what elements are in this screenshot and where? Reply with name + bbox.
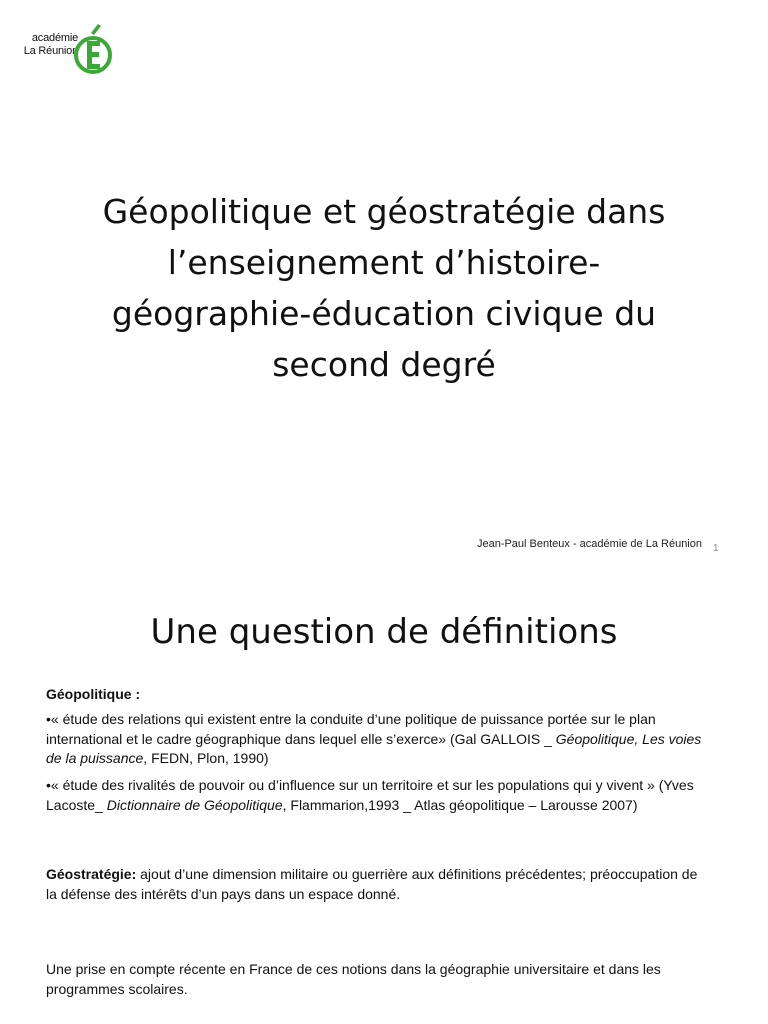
page-number: 1 [713, 543, 719, 554]
definitions-slide [0, 576, 768, 1024]
definition-source-tail: , FEDN, Plon, 1990) [143, 750, 269, 766]
definition-item [46, 710, 712, 769]
bullet-icon: • [46, 777, 51, 793]
logo-e-icon [73, 20, 113, 78]
recent-note: Une prise en compte récente en France de ces notions dans la géographie universitaire et dans les programmes scolaires. [46, 961, 661, 997]
slide-title-line: l’enseignement d’histoire- [167, 243, 601, 282]
definition-text: « étude des relations qui existent entre la conduite d’une politique de puissance portée sur le plan international et le cadre géographique dans lequel elle s’exerce» (Gal GALLOIS _ [46, 711, 656, 747]
definition-source-title: Géopolitique, Les voies de la puissance [46, 730, 702, 766]
definition-source-tail: , Flammarion,1993 _ Atlas géopolitique – Larousse 2007) [282, 796, 638, 813]
geostrategie-definition [46, 865, 712, 904]
slide-title-line: géographie-éducation civique du [111, 294, 657, 333]
logo-wordmark [24, 32, 78, 58]
term-colon: : [131, 686, 141, 702]
slide-title-line: Géopolitique et géostratégie dans [102, 192, 666, 231]
academie-logo [18, 12, 118, 78]
slide-footer-author: Jean-Paul Benteux - académie de La Réunion [476, 538, 702, 550]
geostrategie-text: ajout d’une dimension militaire ou guerrière aux définitions précédentes; préoccupation de la défense des intérêts d’un pays dans un espace donné. [46, 866, 698, 902]
bullet-icon: • [46, 711, 51, 727]
geopolitique-label [46, 685, 712, 705]
definition-item [46, 776, 712, 815]
logo-line-1: académie [31, 32, 78, 44]
slide-title-line: second degré [272, 345, 496, 384]
definition-text: « étude des rivalités de pouvoir ou d’influence sur un territoire et sur les populations qui y vivent » (Yves Lacoste_ [46, 777, 694, 813]
slide-title [60, 186, 708, 390]
slide-heading: Une question de définitions [150, 612, 618, 652]
definition-source-title: Dictionnaire de Géopolitique [106, 796, 283, 813]
term-geostrategie: Géostratégie: [46, 866, 137, 882]
term-geopolitique: Géopolitique [46, 686, 132, 702]
logo-line-2: La Réunion [23, 45, 78, 57]
